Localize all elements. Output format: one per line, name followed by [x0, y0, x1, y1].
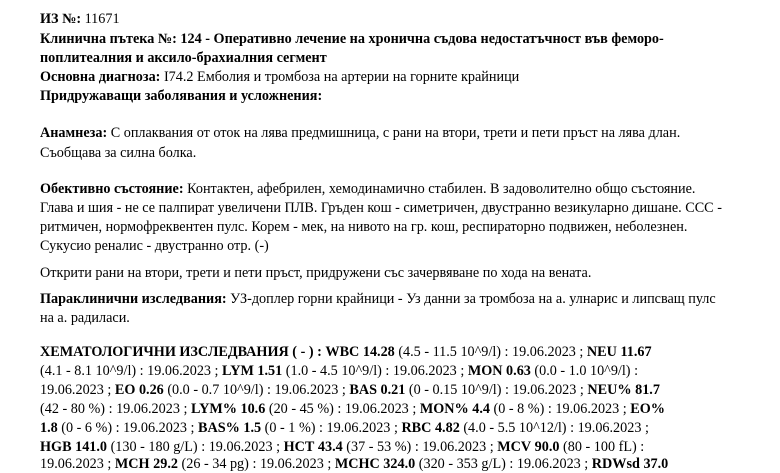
hematology-line-4: (42 - 80 %) : 19.06.2023 ; LYM% 10.6 (20 - 45 %) : 19.06.2023 ; MON% 4.4 (0 - 8 %) : 19.06.2023 ; EO% — [40, 401, 665, 417]
anamnesis-line-1 — [40, 124, 680, 142]
mch-value: 29.2 — [153, 456, 178, 472]
iz-label: ИЗ №: — [40, 11, 82, 27]
anamnesis-text-1: С оплаквания от оток на лява предмишница, с рани на втори, трети и пети пръст на лява длан. — [107, 125, 681, 141]
hgb-name: HGB — [40, 439, 72, 455]
wbc-date: 19.06.2023 — [512, 344, 576, 360]
mon-pct-date: 19.06.2023 — [555, 401, 620, 417]
anamnesis-line-2 — [40, 144, 196, 162]
lym-pct-ref: (20 - 45 %) — [268, 401, 334, 417]
status-line-5 — [40, 264, 591, 282]
rbc-value: 4.82 — [434, 420, 460, 436]
wbc-name: WBC — [325, 344, 360, 360]
eo-pct-name: EO% — [630, 401, 665, 417]
hematology-title-suffix: ( - ) : — [288, 344, 322, 360]
mchc-value: 324.0 — [383, 456, 416, 472]
lym-pct-value: 10.6 — [240, 401, 266, 417]
mchc-name: MCHC — [334, 456, 380, 472]
status-label: Обективно състояние: — [40, 181, 184, 197]
hematology-line-5: 1.8 (0 - 6 %) : 19.06.2023 ; BAS% 1.5 (0 - 1 %) : 19.06.2023 ; RBC 4.82 (4.0 - 5.5 10^12/l) : 19.06.2023 ; — [40, 420, 649, 436]
lym-date: 19.06.2023 — [392, 363, 457, 379]
main-diagnosis-label: Основна диагноза: — [40, 69, 161, 85]
comorbidities-line — [40, 87, 322, 105]
mon-pct-value: 4.4 — [472, 401, 490, 417]
mon-pct-name: MON% — [419, 401, 469, 417]
neu-date: 19.06.2023 — [147, 363, 211, 379]
mon-pct-ref: (0 - 8 %) — [493, 401, 545, 417]
clinical-path-label: Клинична пътека №: 124 — [40, 31, 202, 47]
mch-name: MCH — [114, 456, 150, 472]
eo-value: 0.26 — [138, 382, 164, 398]
bas-pct-name: BAS% — [198, 420, 240, 436]
mch-date: 19.06.2023 — [259, 456, 324, 472]
mch-ref: (26 - 34 pg) — [181, 456, 249, 472]
neu-pct-name: NEU% — [587, 382, 632, 398]
neu-pct-date: 19.06.2023 — [116, 401, 180, 417]
clinical-path-line-2 — [40, 49, 327, 67]
bas-pct-value: 1.5 — [243, 420, 262, 436]
neu-pct-value: 81.7 — [635, 382, 660, 398]
anamnesis-text-2: Съобщава за силна болка. — [40, 145, 197, 161]
status-line-4 — [40, 237, 269, 255]
lym-pct-name: LYM% — [190, 401, 237, 417]
eo-date: 19.06.2023 — [274, 382, 339, 398]
bas-ref: (0 - 0.15 10^9/l) — [408, 382, 502, 398]
clinical-path-line — [40, 30, 664, 48]
bas-date: 19.06.2023 — [512, 382, 577, 398]
status-text-5: Открити рани на втори, трети и пети пръст, придружени със зачервяване по хода на вената. — [40, 265, 592, 281]
mon-value: 0.63 — [506, 363, 531, 379]
eo-ref: (0.0 - 0.7 10^9/l) — [167, 382, 264, 398]
status-text-2: Глава и шия - не се палпират увеличени ПЛВ. Гръден кош - симетричен, двустранно везикуларно дишане. ССС - — [40, 200, 722, 216]
hct-name: HCT — [283, 439, 315, 455]
comorbidities-label: Придружаващи заболявания и усложнения: — [40, 88, 323, 104]
hgb-date: 19.06.2023 — [208, 439, 273, 455]
mcv-value: 90.0 — [534, 439, 560, 455]
wbc-ref: (4.5 - 11.5 10^9/l) — [398, 344, 501, 360]
mchc-date: 19.06.2023 — [516, 456, 581, 472]
status-line-2 — [40, 199, 722, 217]
bas-value: 0.21 — [380, 382, 406, 398]
main-diagnosis-text: I74.2 Емболия и тромбоза на артерии на горните крайници — [160, 69, 520, 85]
status-text-3: ритмичен, нормофреквентен пулс. Корем - мек, на нивото на гр. кош, респираторно подвижен, неболезнен. — [40, 219, 688, 235]
anamnesis-label: Анамнеза: — [40, 125, 108, 141]
paraclinical-label: Параклинични изследвания: — [40, 291, 227, 307]
lym-value: 1.51 — [257, 363, 283, 379]
rbc-ref: (4.0 - 5.5 10^12/l) — [463, 420, 567, 436]
hgb-value: 141.0 — [75, 439, 108, 455]
bas-pct-ref: (0 - 1 %) — [264, 420, 316, 436]
rbc-name: RBC — [401, 420, 432, 436]
neu-value: 11.67 — [620, 344, 652, 360]
neu-name: NEU — [586, 344, 617, 360]
eo-name: EO — [114, 382, 136, 398]
status-text-4: Сукусио реналис - двустранно отр. (-) — [40, 238, 269, 254]
mcv-date: 19.06.2023 — [40, 456, 104, 472]
wbc-value: 14.28 — [362, 344, 395, 360]
rbc-date: 19.06.2023 — [577, 420, 642, 436]
hematology-line-1: ХЕМАТОЛОГИЧНИ ИЗСЛЕДВАНИЯ ( - ) : WBC 14.28 (4.5 - 11.5 10^9/l) : 19.06.2023 ; NEU 11.67 — [40, 344, 652, 360]
status-line-3 — [40, 218, 687, 236]
mon-date: 19.06.2023 — [40, 382, 104, 398]
lym-name: LYM — [222, 363, 254, 379]
status-line-1 — [40, 180, 695, 198]
eo-pct-ref: (0 - 6 %) — [61, 420, 113, 436]
mchc-ref: (320 - 353 g/L) — [418, 456, 506, 472]
hgb-ref: (130 - 180 g/L) — [110, 439, 198, 455]
bas-pct-date: 19.06.2023 — [326, 420, 391, 436]
hct-value: 43.4 — [317, 439, 343, 455]
bas-name: BAS — [349, 382, 377, 398]
hct-date: 19.06.2023 — [422, 439, 487, 455]
mcv-name: MCV — [497, 439, 532, 455]
hematology-line-3: 19.06.2023 ; EO 0.26 (0.0 - 0.7 10^9/l) : 19.06.2023 ; BAS 0.21 (0 - 0.15 10^9/l) : 19.06.2023 ; NEU% 81.7 — [40, 382, 660, 398]
clinical-path-text-2: поплитеалния и аксило-брахиалния сегмент — [40, 50, 327, 66]
hct-ref: (37 - 53 %) — [346, 439, 412, 455]
iz-line — [40, 10, 120, 28]
mon-ref: (0.0 - 1.0 10^9/l) — [534, 363, 631, 379]
lym-ref: (1.0 - 4.5 10^9/l) — [285, 363, 382, 379]
rdwsd-value: 37.0 — [643, 456, 669, 472]
status-text-1: Контактен, афебрилен, хемодинамично стабилен. В задоволително общо състояние. — [183, 181, 696, 197]
neu-pct-ref: (42 - 80 %) — [40, 401, 106, 417]
rdwsd-name: RDWsd — [591, 456, 640, 472]
clinical-path-text: - Оперативно лечение на хронична съдова недостатъчност във феморо- — [201, 31, 664, 47]
iz-number: 11671 — [84, 11, 120, 27]
hematology-line-7: 19.06.2023 ; MCH 29.2 (26 - 34 pg) : 19.06.2023 ; MCHC 324.0 (320 - 353 g/L) : 19.06.2023 ; RDWsd 37.0 — [40, 456, 669, 472]
lym-pct-date: 19.06.2023 — [344, 401, 409, 417]
main-diagnosis-line — [40, 68, 519, 86]
eo-pct-date: 19.06.2023 — [123, 420, 187, 436]
paraclinical-line-1 — [40, 290, 716, 308]
paraclinical-line-2 — [40, 309, 130, 327]
neu-ref: (4.1 - 8.1 10^9/l) — [40, 363, 137, 379]
paraclinical-text-2: на а. радиласи. — [40, 310, 130, 326]
hematology-line-6: HGB 141.0 (130 - 180 g/L) : 19.06.2023 ; HCT 43.4 (37 - 53 %) : 19.06.2023 ; MCV 90.0 (80 - 100 fL) : — [40, 439, 645, 455]
mon-name: MON — [467, 363, 503, 379]
paraclinical-text-1: УЗ-доплер горни крайници - Уз данни за тромбоза на а. улнарис и липсващ пулс — [226, 291, 716, 307]
eo-pct-value: 1.8 — [40, 420, 58, 436]
hematology-title: ХЕМАТОЛОГИЧНИ ИЗСЛЕДВАНИЯ — [40, 344, 289, 360]
mcv-ref: (80 - 100 fL) — [563, 439, 637, 455]
hematology-line-2: (4.1 - 8.1 10^9/l) : 19.06.2023 ; LYM 1.51 (1.0 - 4.5 10^9/l) : 19.06.2023 ; MON 0.63 (0.0 - 1.0 10^9/l) : — [40, 363, 639, 379]
